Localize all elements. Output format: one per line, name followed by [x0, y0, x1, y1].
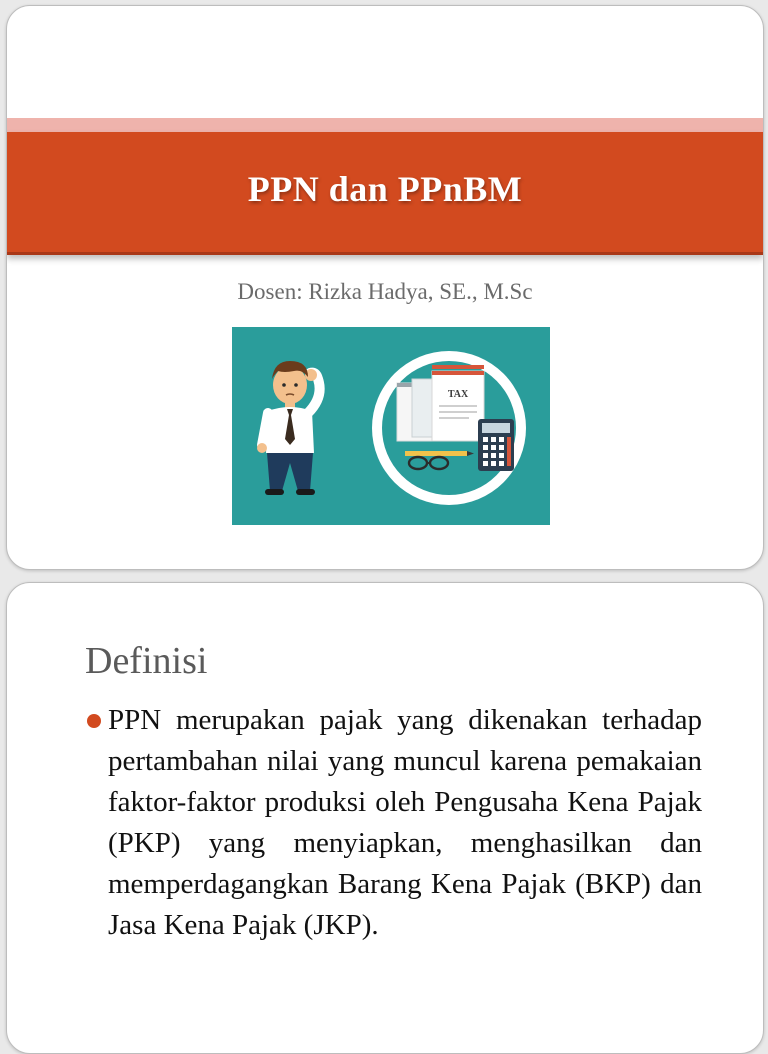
slide-title-text: PPN dan PPnBM [247, 169, 523, 209]
calculator-icon [478, 419, 514, 471]
presenter-subtitle: Dosen: Rizka Hadya, SE., M.Sc [237, 279, 533, 304]
definition-bullet-text: PPN merupakan pajak yang dikenakan terhadap pertambahan nilai yang muncul karena pemakaian faktor-faktor produksi oleh Pengusaha Kena Pajak (PKP) yang menyiapkan, menghasilkan dan memperdagangkan Barang Kena Pajak (BKP) dan Jasa Kena Pajak (JKP). [108, 704, 702, 941]
tax-illustration [232, 327, 550, 525]
slide-definition [6, 582, 764, 1054]
tax-documents-icon [372, 351, 526, 505]
bullet-dot-icon [87, 714, 101, 728]
title-band [7, 132, 763, 255]
svg-text:TAX: TAX [447, 389, 469, 400]
section-heading: Definisi [85, 640, 208, 682]
slide-title [6, 5, 764, 570]
title-band-accent [7, 118, 763, 132]
